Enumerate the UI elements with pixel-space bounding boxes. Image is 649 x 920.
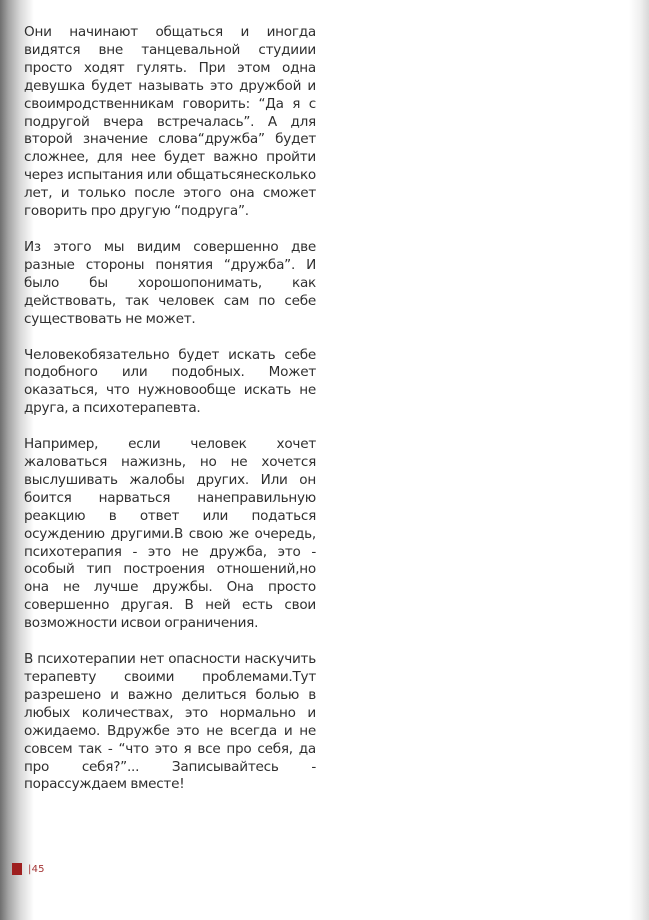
body-text-column <box>24 24 316 812</box>
page-number: |45 <box>28 863 45 875</box>
paragraph-3: Человекобязательно будет искать себе подобного или подобных. Может оказаться, что нужновообще искать не друга, а психотерапевта. <box>24 346 316 417</box>
paragraph-1: Они начинают общаться и иногда видятся вне танцевальной студиии просто ходят гулять. При этом одна девушка будет называть это дружбой и своимродственникам говорить: “Да я с подругой вчера встречалась”. А для второй значение слова“дружба” будет сложнее, для нее будет важно пройти через испытания или общатьсянесколько лет, и только после этого она сможет говорить про другую “подруга”. <box>24 24 316 220</box>
page-edge-shadow <box>629 0 649 920</box>
footer-square-marker <box>12 863 22 875</box>
paragraph-5: В психотерапии нет опасности наскучить терапевту своими проблемами.Тут разрешено и важно делиться болью в любых количествах, это нормально и ожидаемо. Вдружбе это не всегда и не совсем так - “что это я все про себя, да про себя?”... Записывайтесь - порассуждаем вместе! <box>24 651 316 793</box>
page-footer <box>12 862 45 876</box>
paragraph-2: Из этого мы видим совершенно две разные стороны понятия “дружба”. И было бы хорошопонимать, как действовать, так человек сам по себе существовать не может. <box>24 238 316 327</box>
paragraph-4: Например, если человек хочет жаловаться нажизнь, но не хочется выслушивать жалобы других. Или он боится нарваться нанеправильную реакцию в ответ или податься осуждению другими.В свою же очередь, психотерапия - это не дружба, это - особый тип построения отношений,но она не лучше дружбы. Она просто совершенно другая. В ней есть свои возможности исвои ограничения. <box>24 436 316 632</box>
